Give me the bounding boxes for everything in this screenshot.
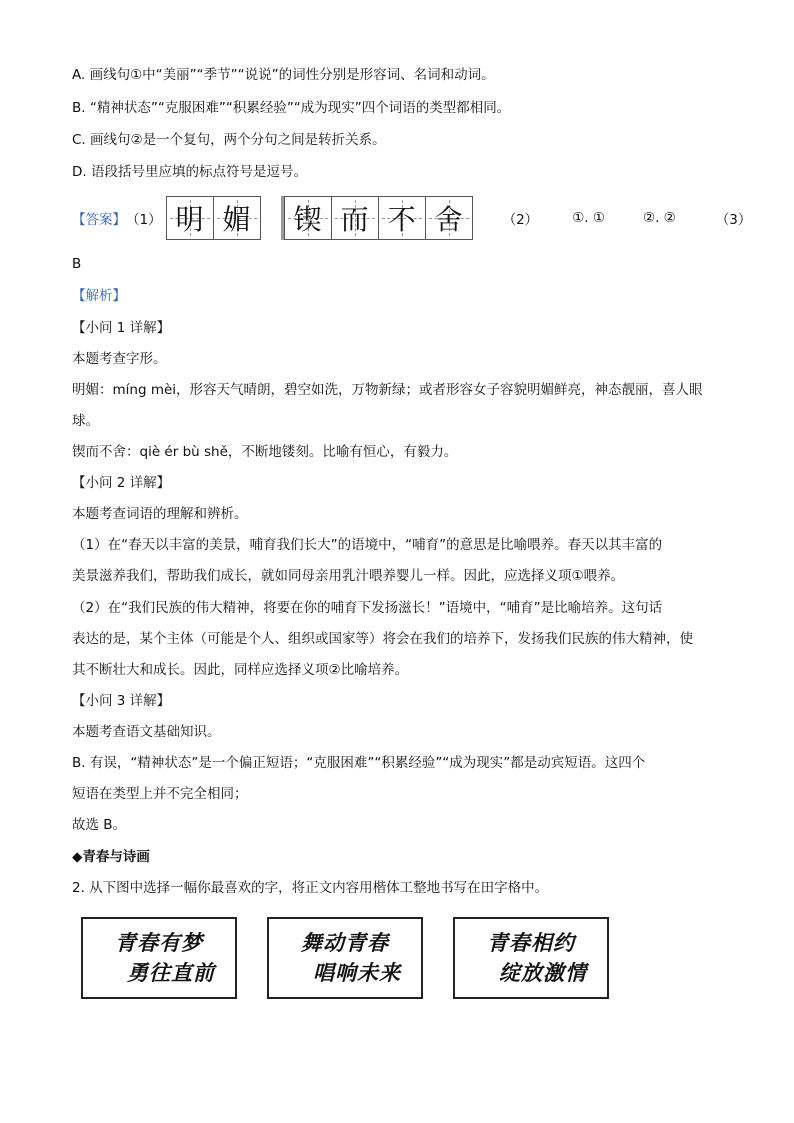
- calligraphy-line: 青春相约: [487, 930, 575, 955]
- question-2: 2. 从下图中选择一幅你最喜欢的字，将正文内容用楷体工整地书写在田字格中。: [72, 880, 549, 896]
- q3-para-2: 故选 B。: [72, 817, 127, 833]
- answer-n3: （3）: [715, 212, 752, 228]
- option-c: C. 画线句②是一个复句，两个分句之间是转折关系。: [72, 132, 386, 148]
- calligraphy-card: [267, 917, 423, 999]
- option-d: D. 语段括号里应填的标点符号是逗号。: [72, 164, 307, 180]
- q2-para-1b: 美景滋养我们，帮助我们成长，就如同母亲用乳汁喂养婴儿一样。因此，应选择义项①喂养。: [72, 568, 625, 584]
- answer-grid-2-wrap: [281, 196, 473, 240]
- analysis-title: 【解析】: [72, 288, 126, 304]
- option-b: B. “精神状态”“克服困难”“积累经验”“成为现实”四个词语的类型都相同。: [72, 100, 511, 116]
- q2-para-2a: （2）在“我们民族的伟大精神，将要在你的哺育下发扬滋长！”语境中，“哺育”是比喻培养。这句话: [72, 600, 663, 616]
- q2-para-2b: 表达的是，某个主体（可能是个人、组织或国家等）将会在我们的培养下，发扬我们民族的伟大精神，使: [72, 631, 693, 647]
- calligraphy-line: 青春有梦: [115, 930, 203, 955]
- q1-para-1b: 球。: [72, 413, 99, 429]
- calligraphy-line: 绽放激情: [499, 960, 587, 985]
- option-a: A. 画线句①中“美丽”“季节”“说说”的词性分别是形容词、名词和动词。: [72, 67, 495, 83]
- grid-cell: 不: [379, 197, 426, 239]
- q1-para-2: 锲而不舍：qiè ér bù shě，不断地镂刻。比喻有恒心，有毅力。: [72, 444, 458, 460]
- answer-n2: （2）: [502, 212, 539, 228]
- grid-cell: 锲: [285, 197, 332, 239]
- grid-cell: 明: [167, 197, 214, 239]
- answer-label: 【答案】: [72, 212, 126, 228]
- answer-2-1: ①. ①: [572, 210, 605, 226]
- answer-3: B: [72, 256, 82, 272]
- q1-intro: 本题考查字形。: [72, 351, 167, 367]
- section-title: ◆青春与诗画: [72, 849, 150, 865]
- calligraphy-line: 勇往直前: [127, 960, 215, 985]
- answer-2-2: ②. ②: [642, 210, 676, 226]
- answer-n1: （1）: [126, 212, 162, 228]
- answer-grid-1: [166, 196, 261, 240]
- q3-para-1b: 短语在类型上并不完全相同；: [72, 786, 248, 802]
- calligraphy-card: [81, 917, 237, 999]
- q1-para-1a: 明媚：míng mèi，形容天气晴朗，碧空如洗，万物新绿；或者形容女子容貌明媚鲜亮，神态靓丽，喜人眼: [72, 382, 703, 398]
- calligraphy-line: 舞动青春: [301, 930, 389, 955]
- q2-heading: 【小问 2 详解】: [72, 475, 171, 491]
- q1-heading: 【小问 1 详解】: [72, 320, 171, 336]
- q2-intro: 本题考查词语的理解和辨析。: [72, 506, 248, 522]
- grid-cell: 而: [332, 197, 379, 239]
- q3-intro: 本题考查语文基础知识。: [72, 724, 221, 740]
- q2-para-2c: 其不断壮大和成长。因此，同样应选择义项②比喻培养。: [72, 662, 409, 678]
- answer-row: [72, 194, 751, 242]
- q3-heading: 【小问 3 详解】: [72, 693, 171, 709]
- grid-cell: 舍: [426, 197, 472, 239]
- grid-cell: 媚: [214, 197, 260, 239]
- answer-grid-2: [284, 196, 473, 240]
- calligraphy-line: 唱响未来: [313, 960, 401, 985]
- q3-para-1a: B. 有误，“精神状态”是一个偏正短语；“克服困难”“积累经验”“成为现实”都是动宾短语。这四个: [72, 755, 646, 771]
- q2-para-1a: （1）在“春天以丰富的美景，哺育我们长大”的语境中，“哺育”的意思是比喻喂养。春天以其丰富的: [72, 537, 663, 553]
- calligraphy-card: [453, 917, 609, 999]
